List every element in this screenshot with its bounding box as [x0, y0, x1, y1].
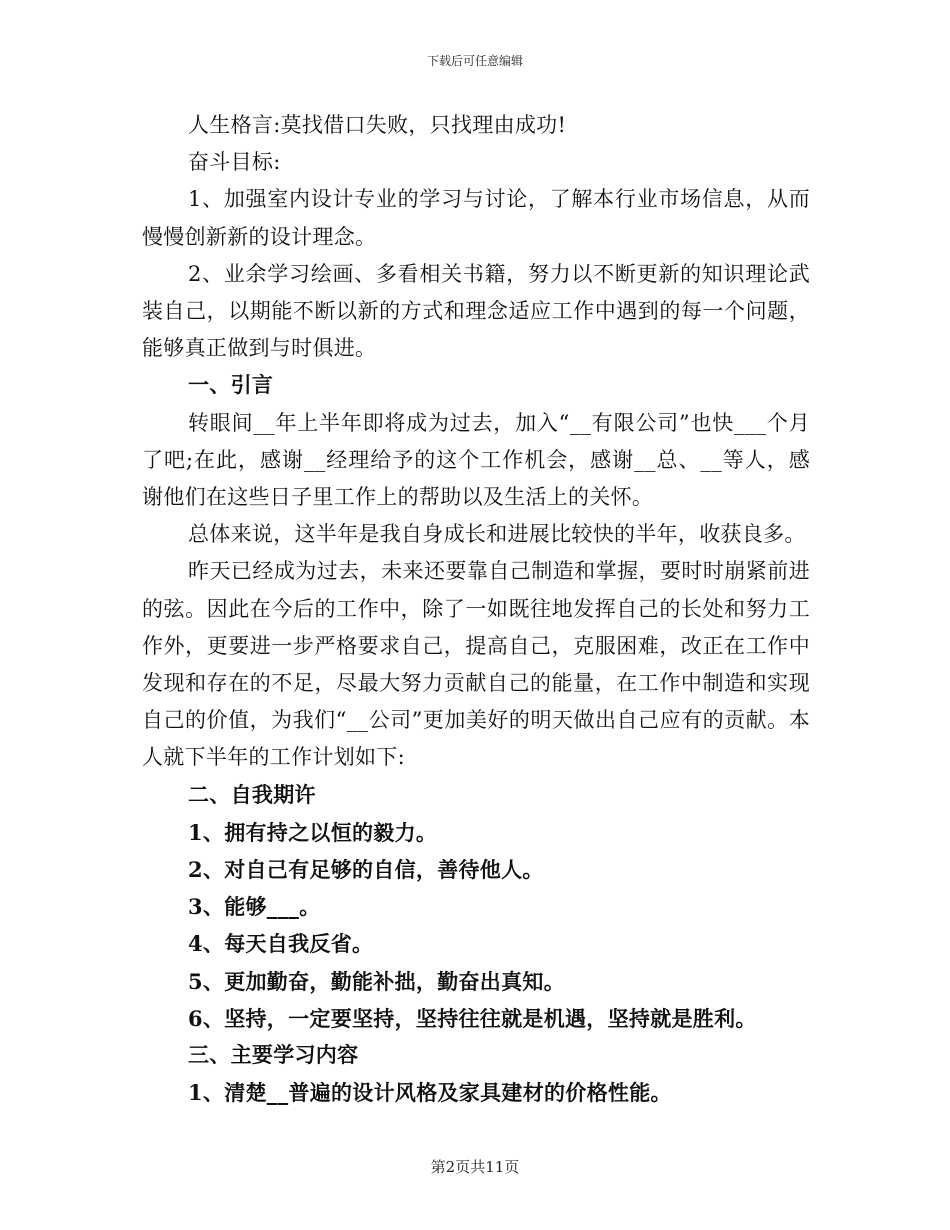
intro-paragraph-2: 总体来说，这半年是我自身成长和进展比较快的半年，收获良多。	[188, 522, 806, 547]
section-heading-self-expectation: 二、自我期许	[188, 782, 316, 807]
section-heading-study-content: 三、主要学习内容	[188, 1043, 359, 1068]
expectation-item-1: 1、拥有持之以恒的毅力。	[188, 819, 438, 845]
expectation-item-6: 6、坚持，一定要坚持，坚持往往就是机遇，坚持就是胜利。	[188, 1005, 757, 1031]
goal-item-2: 2、业余学习绘画、多看相关书籍，努力以不断更新的知识理论武装自己，以期能不断以新的方式和理念适应工作中遇到的每一个问题，能够真正做到与时俱进。	[142, 261, 810, 361]
document-body	[142, 107, 810, 1111]
page-number: 第2页共11页	[430, 1158, 520, 1176]
study-item-1: 1、清楚__普遍的设计风格及家具建材的价格性能。	[188, 1080, 672, 1106]
motto-paragraph: 人生格言:莫找借口失败，只找理由成功!	[188, 113, 567, 137]
expectation-item-4: 4、每天自我反省。	[188, 931, 374, 957]
intro-paragraph-1: 转眼间__年上半年即将成为过去，加入“__有限公司”也快___个月了吧;在此，感谢__经理给予的这个工作机会，感谢__总、__等人，感谢他们在这些日子里工作上的帮助以及生活上的关怀。	[142, 410, 810, 510]
intro-paragraph-3: 昨天已经成为过去，未来还要靠自己制造和掌握，要时时崩紧前进的弦。因此在今后的工作中，除了一如既往地发挥自己的长处和努力工作外，更要进一步严格要求自己，提高自己，克服困难，改正在工作中发现和存在的不足，尽最大努力贡献自己的能量，在工作中制造和实现自己的价值，为我们“__公司”更加美好的明天做出自己应有的贡献。本人就下半年的工作计划如下:	[142, 559, 810, 770]
expectation-item-3: 3、能够___。	[188, 894, 321, 920]
expectation-item-5: 5、更加勤奋，勤能补拙，勤奋出真知。	[188, 968, 566, 994]
page-header: 下载后可任意编辑	[426, 54, 523, 68]
expectation-item-2: 2、对自己有足够的自信，善待他人。	[188, 857, 544, 883]
section-heading-introduction: 一、引言	[188, 373, 274, 398]
goals-label: 奋斗目标:	[188, 150, 281, 175]
goal-item-1: 1、加强室内设计专业的学习与讨论，了解本行业市场信息，从而慢慢创新新的设计理念。	[142, 187, 810, 249]
